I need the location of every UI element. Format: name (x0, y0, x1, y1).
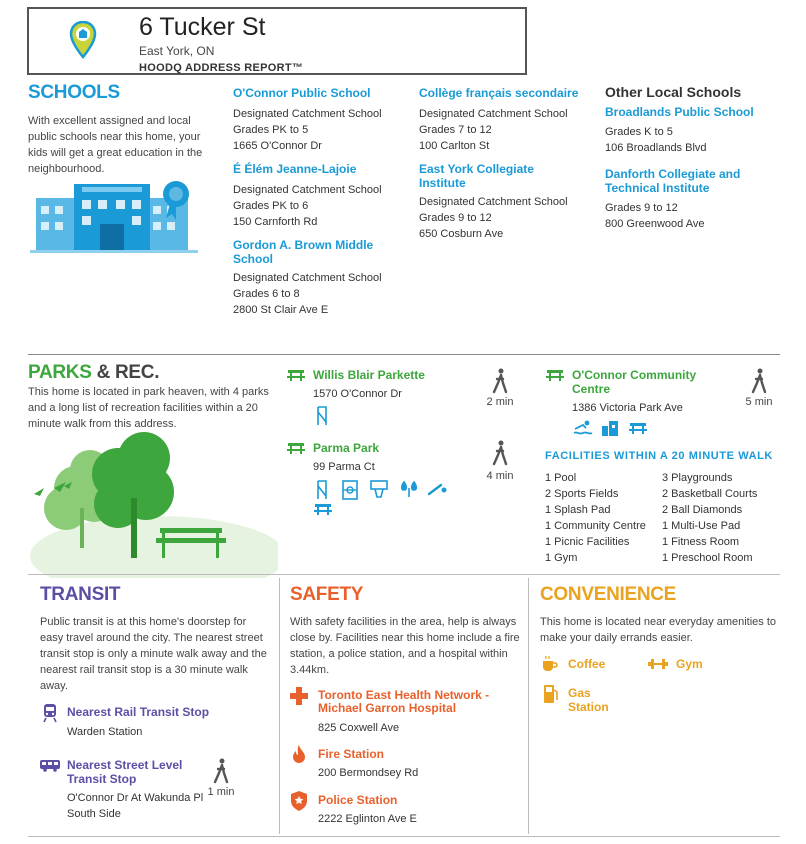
location-pin-icon (69, 21, 97, 59)
school-name[interactable]: Collège français secondaire (419, 86, 579, 100)
walk-time: 1 min (207, 786, 235, 798)
facility-item: 2 Sports Fields (545, 488, 619, 500)
safety-description: With safety facilities in the area, help is always close by. Facilities near this home include a fire station, a police station, and a hospital within 3.44km. (290, 616, 520, 676)
police-station-address: 2222 Eglinton Ave E (318, 813, 417, 825)
playground-icon (314, 480, 330, 500)
facility-item: 2 Basketball Courts (662, 488, 758, 500)
convenience-title: CONVENIENCE (540, 584, 677, 605)
parks-description: This home is located in park heaven, with 4 parks and a long list of recreation facilities within a 20 minute walk from this address. (28, 386, 269, 430)
picnic-facility-icon (629, 421, 647, 435)
divider (28, 354, 780, 355)
facility-item: 1 Pool (545, 472, 577, 484)
park-address: 1570 O'Connor Dr (313, 388, 402, 400)
fire-station-name[interactable]: Fire Station (318, 747, 385, 761)
schools-title: SCHOOLS (28, 82, 120, 103)
parks-title-rec: & REC. (91, 362, 160, 383)
walk-time: 4 min (486, 470, 514, 482)
school-entry (233, 162, 403, 230)
hospital-address: 825 Coxwell Ave (318, 722, 400, 734)
walk-time: 2 min (486, 396, 514, 408)
convenience-description: This home is located near everyday amenities to make your daily errands easier. (540, 616, 777, 644)
school-grades: Grades 9 to 12 (605, 202, 678, 214)
school-entry (605, 167, 785, 232)
school-grades: Grades PK to 6 (233, 200, 309, 212)
school-grades: Grades 6 to 8 (233, 288, 300, 300)
safety-title: SAFETY (290, 584, 364, 605)
school-address: 106 Broadlands Blvd (605, 142, 707, 154)
column-divider (279, 578, 280, 834)
school-address: 2800 St Clair Ave E (233, 304, 329, 316)
divider (28, 574, 780, 575)
other-schools-title: Other Local Schools (605, 84, 742, 100)
walking-person-icon (213, 758, 229, 784)
park-address: 1386 Victoria Park Ave (572, 402, 683, 414)
park-name[interactable]: Willis Blair Parkette (313, 368, 425, 382)
gas-station-label[interactable]: Gas Station (568, 686, 609, 714)
school-type: Designated Catchment School (233, 108, 382, 120)
school-name[interactable]: O'Connor Public School (233, 86, 371, 100)
walking-person-icon (492, 368, 508, 394)
schools-col-1 (233, 86, 403, 318)
community-centre-icon (601, 420, 619, 436)
school-type: Designated Catchment School (419, 196, 568, 208)
transit-title: TRANSIT (40, 584, 121, 605)
school-name[interactable]: Gordon A. Brown Middle School (233, 238, 374, 266)
facilities-list-left (545, 470, 660, 566)
parks-title-main: PARKS (28, 362, 92, 383)
train-icon (42, 703, 58, 723)
bus-icon (40, 760, 60, 772)
facility-item: 1 Multi-Use Pad (662, 520, 741, 532)
fire-icon (292, 745, 306, 765)
facility-item: 2 Ball Diamonds (662, 504, 743, 516)
school-address: 150 Carnforth Rd (233, 216, 318, 228)
gas-pump-icon (543, 684, 559, 704)
school-address: 650 Cosburn Ave (419, 228, 504, 240)
park-illustration-icon (28, 428, 278, 578)
fire-station-address: 200 Bermondsey Rd (318, 767, 419, 779)
park-address: 99 Parma Ct (313, 461, 375, 473)
hospital-name[interactable]: Toronto East Health Network - Michael Garron Hospital (318, 688, 490, 715)
school-entry (233, 86, 403, 154)
facility-item: 1 Picnic Facilities (545, 536, 630, 548)
transit-description: Public transit is at this home's doorstep for easy travel around the city. The nearest street transit stop is only a minute walk away and the nearest rail transit stop is a 30 minute walk away. (40, 616, 267, 692)
school-entry (233, 238, 403, 318)
school-name[interactable]: Broadlands Public School (605, 105, 754, 119)
facilities-title: FACILITIES WITHIN A 20 MINUTE WALK (545, 450, 773, 462)
school-entry (419, 162, 589, 242)
school-type: Designated Catchment School (419, 108, 568, 120)
schools-col-2 (419, 86, 589, 242)
dumbbell-icon (648, 659, 668, 669)
column-divider (528, 578, 529, 834)
picnic-table-icon (546, 368, 564, 382)
address-title: 6 Tucker St (139, 13, 266, 41)
facility-item: 3 Playgrounds (662, 472, 733, 484)
school-address: 800 Greenwood Ave (605, 218, 705, 230)
gym-label[interactable]: Gym (676, 657, 703, 671)
school-grades: Grades 7 to 12 (419, 124, 492, 136)
school-address: 1665 O'Connor Dr (233, 140, 322, 152)
parks-title (28, 362, 159, 384)
school-grades: Grades PK to 5 (233, 124, 309, 136)
ball-diamond-icon (428, 482, 448, 496)
school-grades: Grades K to 5 (605, 126, 673, 138)
school-type: Designated Catchment School (233, 272, 382, 284)
coffee-cup-icon (542, 656, 558, 672)
report-header (27, 7, 527, 75)
facility-item: 1 Splash Pad (545, 504, 611, 516)
street-transit-label[interactable]: Nearest Street Level Transit Stop (67, 758, 183, 786)
facility-item: 1 Preschool Room (662, 552, 753, 564)
hospital-cross-icon (290, 687, 308, 705)
facilities-list-right (662, 470, 782, 566)
school-entry (419, 86, 589, 154)
pool-icon (573, 420, 593, 436)
school-name[interactable]: É Élém Jeanne-Lajoie (233, 162, 357, 176)
park-name[interactable]: O'Connor Community Centre (572, 368, 697, 396)
report-label: HOODQ ADDRESS REPORT™ (139, 62, 304, 74)
playground-icon (314, 406, 330, 426)
sports-field-icon (342, 480, 358, 500)
schools-description: With excellent assigned and local public schools near this home, your kids will get a great education in the neighbourhood. (28, 115, 203, 175)
rail-transit-value: Warden Station (67, 726, 143, 738)
basketball-court-icon (370, 480, 388, 500)
facility-item: 1 Gym (545, 552, 578, 564)
walking-person-icon (751, 368, 767, 394)
schools-col-3 (605, 84, 785, 232)
school-name[interactable]: East York Collegiate Institute (419, 162, 534, 190)
city-text: East York, ON (139, 44, 215, 58)
facility-item: 1 Fitness Room (662, 536, 740, 548)
park-amenity-icons (314, 480, 454, 516)
school-type: Designated Catchment School (233, 184, 382, 196)
park-amenity-icons (573, 420, 653, 438)
police-badge-icon (290, 791, 308, 811)
splash-pad-icon (400, 480, 418, 498)
school-address: 100 Carlton St (419, 140, 490, 152)
school-name[interactable]: Danforth Collegiate and Technical Institute (605, 167, 741, 195)
rail-transit-label[interactable]: Nearest Rail Transit Stop (67, 705, 210, 719)
coffee-label[interactable]: Coffee (568, 657, 606, 671)
facility-item: 1 Community Centre (545, 520, 646, 532)
police-station-name[interactable]: Police Station (318, 793, 398, 807)
street-transit-value: O'Connor Dr At Wakunda Pl South Side (67, 792, 204, 820)
divider (28, 836, 780, 837)
school-grades: Grades 9 to 12 (419, 212, 492, 224)
walk-time: 5 min (745, 396, 773, 408)
park-name[interactable]: Parma Park (313, 441, 380, 455)
school-building-icon (30, 180, 200, 254)
walking-person-icon (492, 440, 508, 466)
school-entry (605, 105, 785, 156)
picnic-facility-icon (314, 502, 332, 516)
picnic-table-icon (287, 441, 305, 455)
picnic-table-icon (287, 368, 305, 382)
